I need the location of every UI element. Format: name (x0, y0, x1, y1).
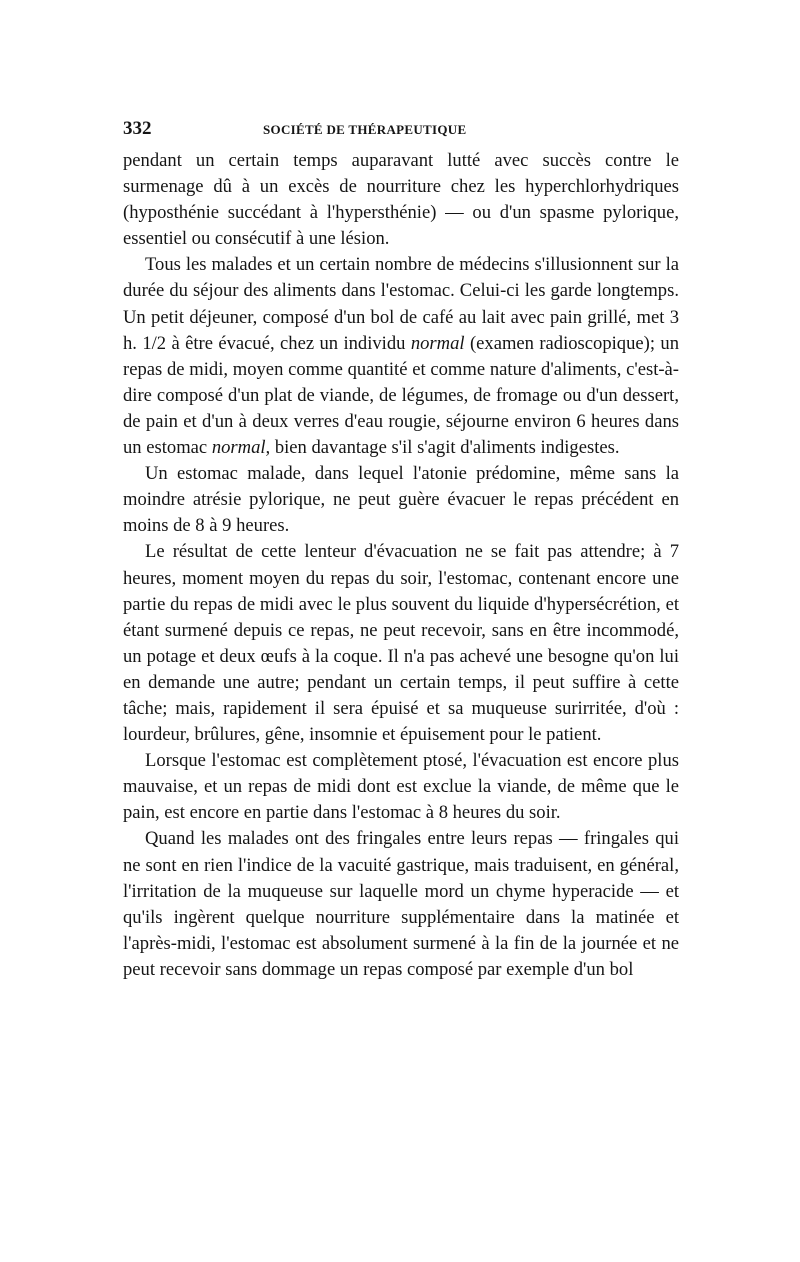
paragraph-hunger: Quand les malades ont des fringales entre leurs repas — fringales qui ne sont en rien l'indice de la vacuité gastrique, mais traduisent, en général, l'irritation de la muqueuse sur laquelle mord un chyme hyperacide — et qu'ils ingèrent quelque nourriture supplémentaire dans la matinée et l'après-midi, l'estomac est absolument surmené à la fin de la journée et ne peut recevoir sans dommage un repas composé par exemple d'un bol (123, 828, 679, 980)
paragraph-slow-evacuation: Le résultat de cette lenteur d'évacuation ne se fait pas attendre; à 7 heures, moment moyen du repas du soir, l'estomac, contenant encore une partie du repas de midi avec le plus souvent du liquide d'hypersécrétion, et étant surmené depuis ce repas, ne peut recevoir, sans en être incommodé, un potage et deux œufs à la coque. Il n'a pas achevé une besogne qu'on lui en demande une autre; pendant un certain temps, il peut suffire à cette tâche; mais, rapidement il sera épuisé et sa muqueuse surirritée, d'où : lourdeur, brûlures, gêne, insomnie et épuisement pour le patient. (123, 541, 679, 746)
paragraph-text: Tous les malades et un certain nombre de médecins s'illusionnent sur la durée du séjour des aliments dans l'estomac. Celui-ci les garde longtemps. Un petit déjeuner, composé d'un bol de café au lait avec pain grillé, met 3 h. 1/2 à être évacué, chez un individu (123, 254, 679, 354)
paragraph-text: bien davantage s'il s'agit d'aliments indigestes. (270, 437, 620, 459)
paragraph-digestion-duration (123, 252, 679, 461)
paragraph-ptosis: Lorsque l'estomac est complètement ptosé, l'évacuation est encore plus mauvaise, et un repas de midi dont est exclue la viande, de même que le pain, est encore en partie dans l'estomac à 8 heures du soir. (123, 750, 679, 824)
page-number: 332 (123, 118, 152, 139)
book-page (123, 118, 679, 983)
paragraph-continuation: pendant un certain temps auparavant lutté avec succès contre le surmenage dû à un excès de nourriture chez les hyperchlorhydriques (hyposthénie succédant à l'hypersthénie) — ou d'un spasme pylorique, essentiel ou consécutif à une lésion. (123, 150, 679, 250)
page-header (123, 118, 679, 146)
emphasis-normal: normal (410, 332, 465, 354)
running-title: SOCIÉTÉ DE THÉRAPEUTIQUE (263, 122, 467, 137)
paragraph-sick-stomach: Un estomac malade, dans lequel l'atonie prédomine, même sans la moindre atrésie pylorique, ne peut guère évacuer le repas précédent en moins de 8 à 9 heures. (123, 463, 679, 537)
paragraph-text: (examen radioscopique); un repas de midi, moyen comme quantité et comme nature d'aliments, c'est-à-dire composé d'un plat de viande, de légumes, de fromage ou d'un dessert, de pain et d'un à deux verres d'eau rougie, séjourne environ 6 heures dans un estomac (123, 332, 679, 459)
emphasis-normal: normal, (211, 437, 271, 459)
